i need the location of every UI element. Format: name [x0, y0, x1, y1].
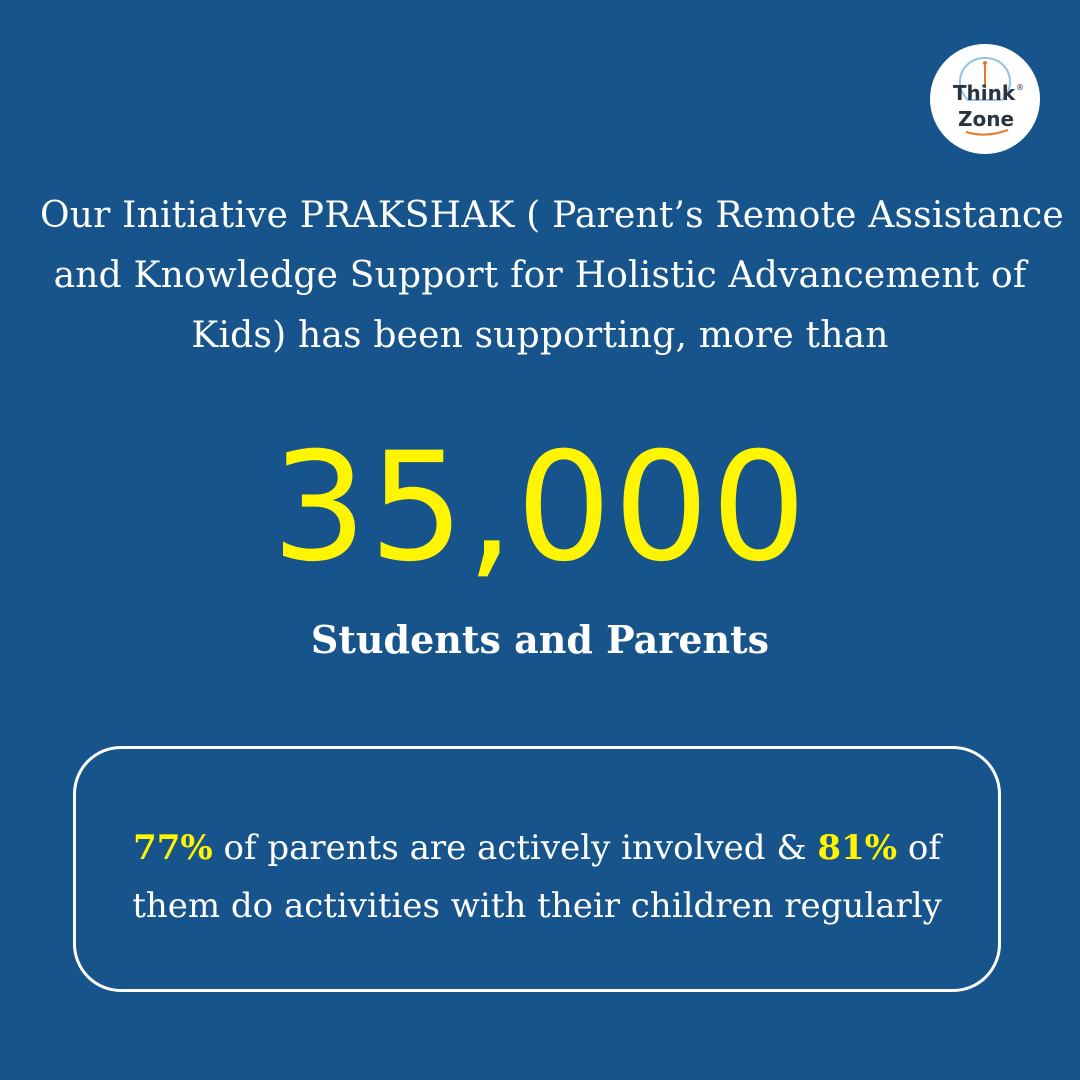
- lightbulb-icon: [930, 44, 1040, 154]
- intro-line-3: Kids) has been supporting, more than: [191, 315, 889, 356]
- stats-text-involved: of parents are actively involved &: [212, 828, 818, 868]
- percent-involved: 77%: [133, 828, 213, 868]
- intro-line-2: and Knowledge Support for Holistic Advancement of: [53, 255, 1027, 296]
- intro-line-1: Our Initiative PRAKSHAK ( Parent’s Remote Assistance: [40, 195, 1064, 236]
- stats-line-1: [76, 819, 998, 877]
- logo-text-zone: Zone: [957, 107, 1015, 131]
- stats-line-2: them do activities with their children regularly: [132, 886, 942, 926]
- stats-text: [76, 819, 998, 935]
- stats-box: [73, 746, 1001, 992]
- headline-label: Students and Parents: [310, 617, 770, 662]
- think-zone-logo: [930, 44, 1040, 154]
- headline-number: 35,000: [271, 421, 809, 595]
- percent-regular: 81%: [817, 828, 898, 868]
- stats-text-tail: of: [897, 828, 941, 868]
- logo-text-think: Think: [952, 81, 1016, 105]
- registered-mark: ®: [1016, 83, 1024, 92]
- intro-paragraph: [40, 186, 1064, 366]
